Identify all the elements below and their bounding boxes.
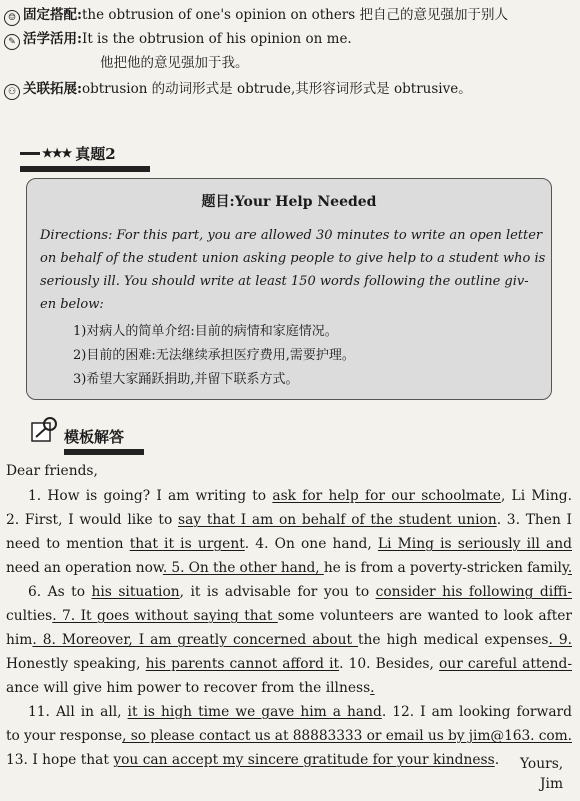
smile-icon: ☺	[4, 10, 20, 26]
letter-line	[6, 512, 572, 528]
topic-title: 题目:Your Help Needed	[201, 194, 377, 210]
letter-text: . 12. I am looking forward	[381, 704, 572, 720]
heading-rule	[20, 152, 40, 155]
letter-text: the high medical expenses	[357, 632, 549, 648]
directions-line-1: Directions: For this part, you are allowed 30 minutes to write an open letter	[40, 228, 543, 243]
letter-text: culties	[6, 608, 53, 624]
underlined-phrase: you can accept my sincere gratitude for your kindness	[113, 752, 495, 768]
underlined-phrase: . 8. Moreover, I am greatly concerned about	[32, 632, 358, 648]
underlined-phrase: his parents cannot afford it	[145, 656, 340, 672]
letter-line	[6, 560, 572, 576]
outline-item-2: 2)目前的困难:无法继续承担医疗费用,需要护理。	[73, 348, 355, 363]
topic-heading	[20, 140, 150, 166]
usage-label: 活学活用:	[23, 31, 82, 47]
underlined-phrase: our careful attend-	[439, 656, 572, 672]
letter-text: , Li Ming.	[500, 488, 572, 504]
underlined-phrase: that it is urgent	[129, 536, 245, 552]
letter-line	[6, 632, 572, 648]
letter-closing: Yours,	[520, 756, 564, 772]
underlined-phrase: ask for help for our schoolmate	[272, 488, 501, 504]
letter-text: ance will give him power to recover from the illness	[6, 680, 371, 696]
underlined-phrase: consider his following diffi-	[375, 584, 573, 600]
directions-line-2: on behalf of the student union asking people to give help to a student who is	[40, 251, 546, 266]
usage-line	[4, 30, 352, 50]
letter-line	[6, 752, 499, 768]
underlined-phrase: .	[370, 680, 375, 696]
letter-text: . 3. Then I	[496, 512, 573, 528]
underlined-phrase: say that I am on behalf of the student union	[178, 512, 497, 528]
letter-text: Honestly speaking,	[6, 656, 146, 672]
related-line	[4, 80, 472, 100]
answer-heading	[64, 423, 174, 449]
underlined-phrase: , so please contact us at 88883333 or email us by jim@163. com.	[122, 728, 572, 744]
wrench-icon	[30, 415, 60, 445]
letter-greeting: Dear friends,	[6, 463, 98, 479]
letter-text: need an operation now	[6, 560, 163, 576]
fixed-phrase-line	[4, 6, 508, 26]
letter-text: him	[6, 632, 33, 648]
topic-box	[26, 178, 552, 400]
answer-heading-label: 模板解答	[64, 427, 125, 446]
fixed-text: the obtrusion of one's opinion on others 把自己的意见强加于别人	[81, 7, 508, 23]
letter-text: .	[494, 752, 500, 768]
fixed-label: 固定搭配:	[23, 7, 82, 23]
letter-text: 1. How is going? I am writing to	[28, 488, 273, 504]
link-icon: ⚇	[4, 84, 20, 100]
letter-text: . 4. On one hand,	[244, 536, 378, 552]
directions-line-4: en below:	[40, 297, 104, 312]
usage-en: It is the obtrusion of his opinion on me.	[81, 31, 352, 47]
letter-text: need to mention	[6, 536, 130, 552]
outline-item-1: 1)对病人的简单介绍:目前的病情和家庭情况。	[73, 324, 338, 339]
related-label: 关联拓展:	[23, 81, 82, 97]
directions-line-3: seriously ill. You should write at least 150 words following the outline giv-	[40, 274, 529, 289]
letter-text: some volunteers are wanted to look after	[277, 608, 572, 624]
star-icons: ★★★	[42, 146, 72, 160]
letter-line	[6, 656, 572, 672]
letter-line	[28, 704, 572, 720]
heading-tag-bar	[20, 166, 150, 172]
letter-signature: Jim	[540, 776, 564, 792]
letter-text: . 10. Besides,	[339, 656, 439, 672]
related-text: obtrusion 的动词形式是 obtrude,其形容词形式是 obtrusive。	[81, 81, 472, 97]
underlined-phrase: . 5. On the other hand,	[162, 560, 324, 576]
letter-line	[6, 536, 572, 552]
underlined-phrase: it is high time we gave him a hand	[127, 704, 382, 720]
underlined-phrase: Li Ming is seriously ill and	[377, 536, 572, 552]
topic-heading-label: 真题2	[75, 144, 116, 163]
pen-icon: ✎	[4, 34, 20, 50]
letter-text: 2. First, I would like to	[6, 512, 178, 528]
letter-text: 13. I hope that	[6, 752, 114, 768]
letter-line	[28, 584, 572, 600]
letter-text: he is from a poverty-stricken family	[323, 560, 568, 576]
letter-text: , it is advisable for you to	[179, 584, 376, 600]
letter-text: 6. As to	[28, 584, 92, 600]
letter-text: to your response	[6, 728, 123, 744]
underlined-phrase: . 7. It goes without saying that	[52, 608, 278, 624]
underlined-phrase: his situation	[91, 584, 180, 600]
underlined-phrase: . 9.	[548, 632, 572, 648]
outline-item-3: 3)希望大家踊跃捐助,并留下联系方式。	[73, 372, 299, 387]
letter-line	[6, 608, 572, 624]
letter-line	[28, 488, 572, 504]
letter-line	[6, 728, 572, 744]
letter-line	[6, 680, 375, 696]
letter-text: 11. All in all,	[28, 704, 128, 720]
usage-cn: 他把他的意见强加于我。	[100, 55, 249, 71]
answer-tag-bar	[64, 449, 144, 455]
underlined-phrase: .	[567, 560, 572, 576]
